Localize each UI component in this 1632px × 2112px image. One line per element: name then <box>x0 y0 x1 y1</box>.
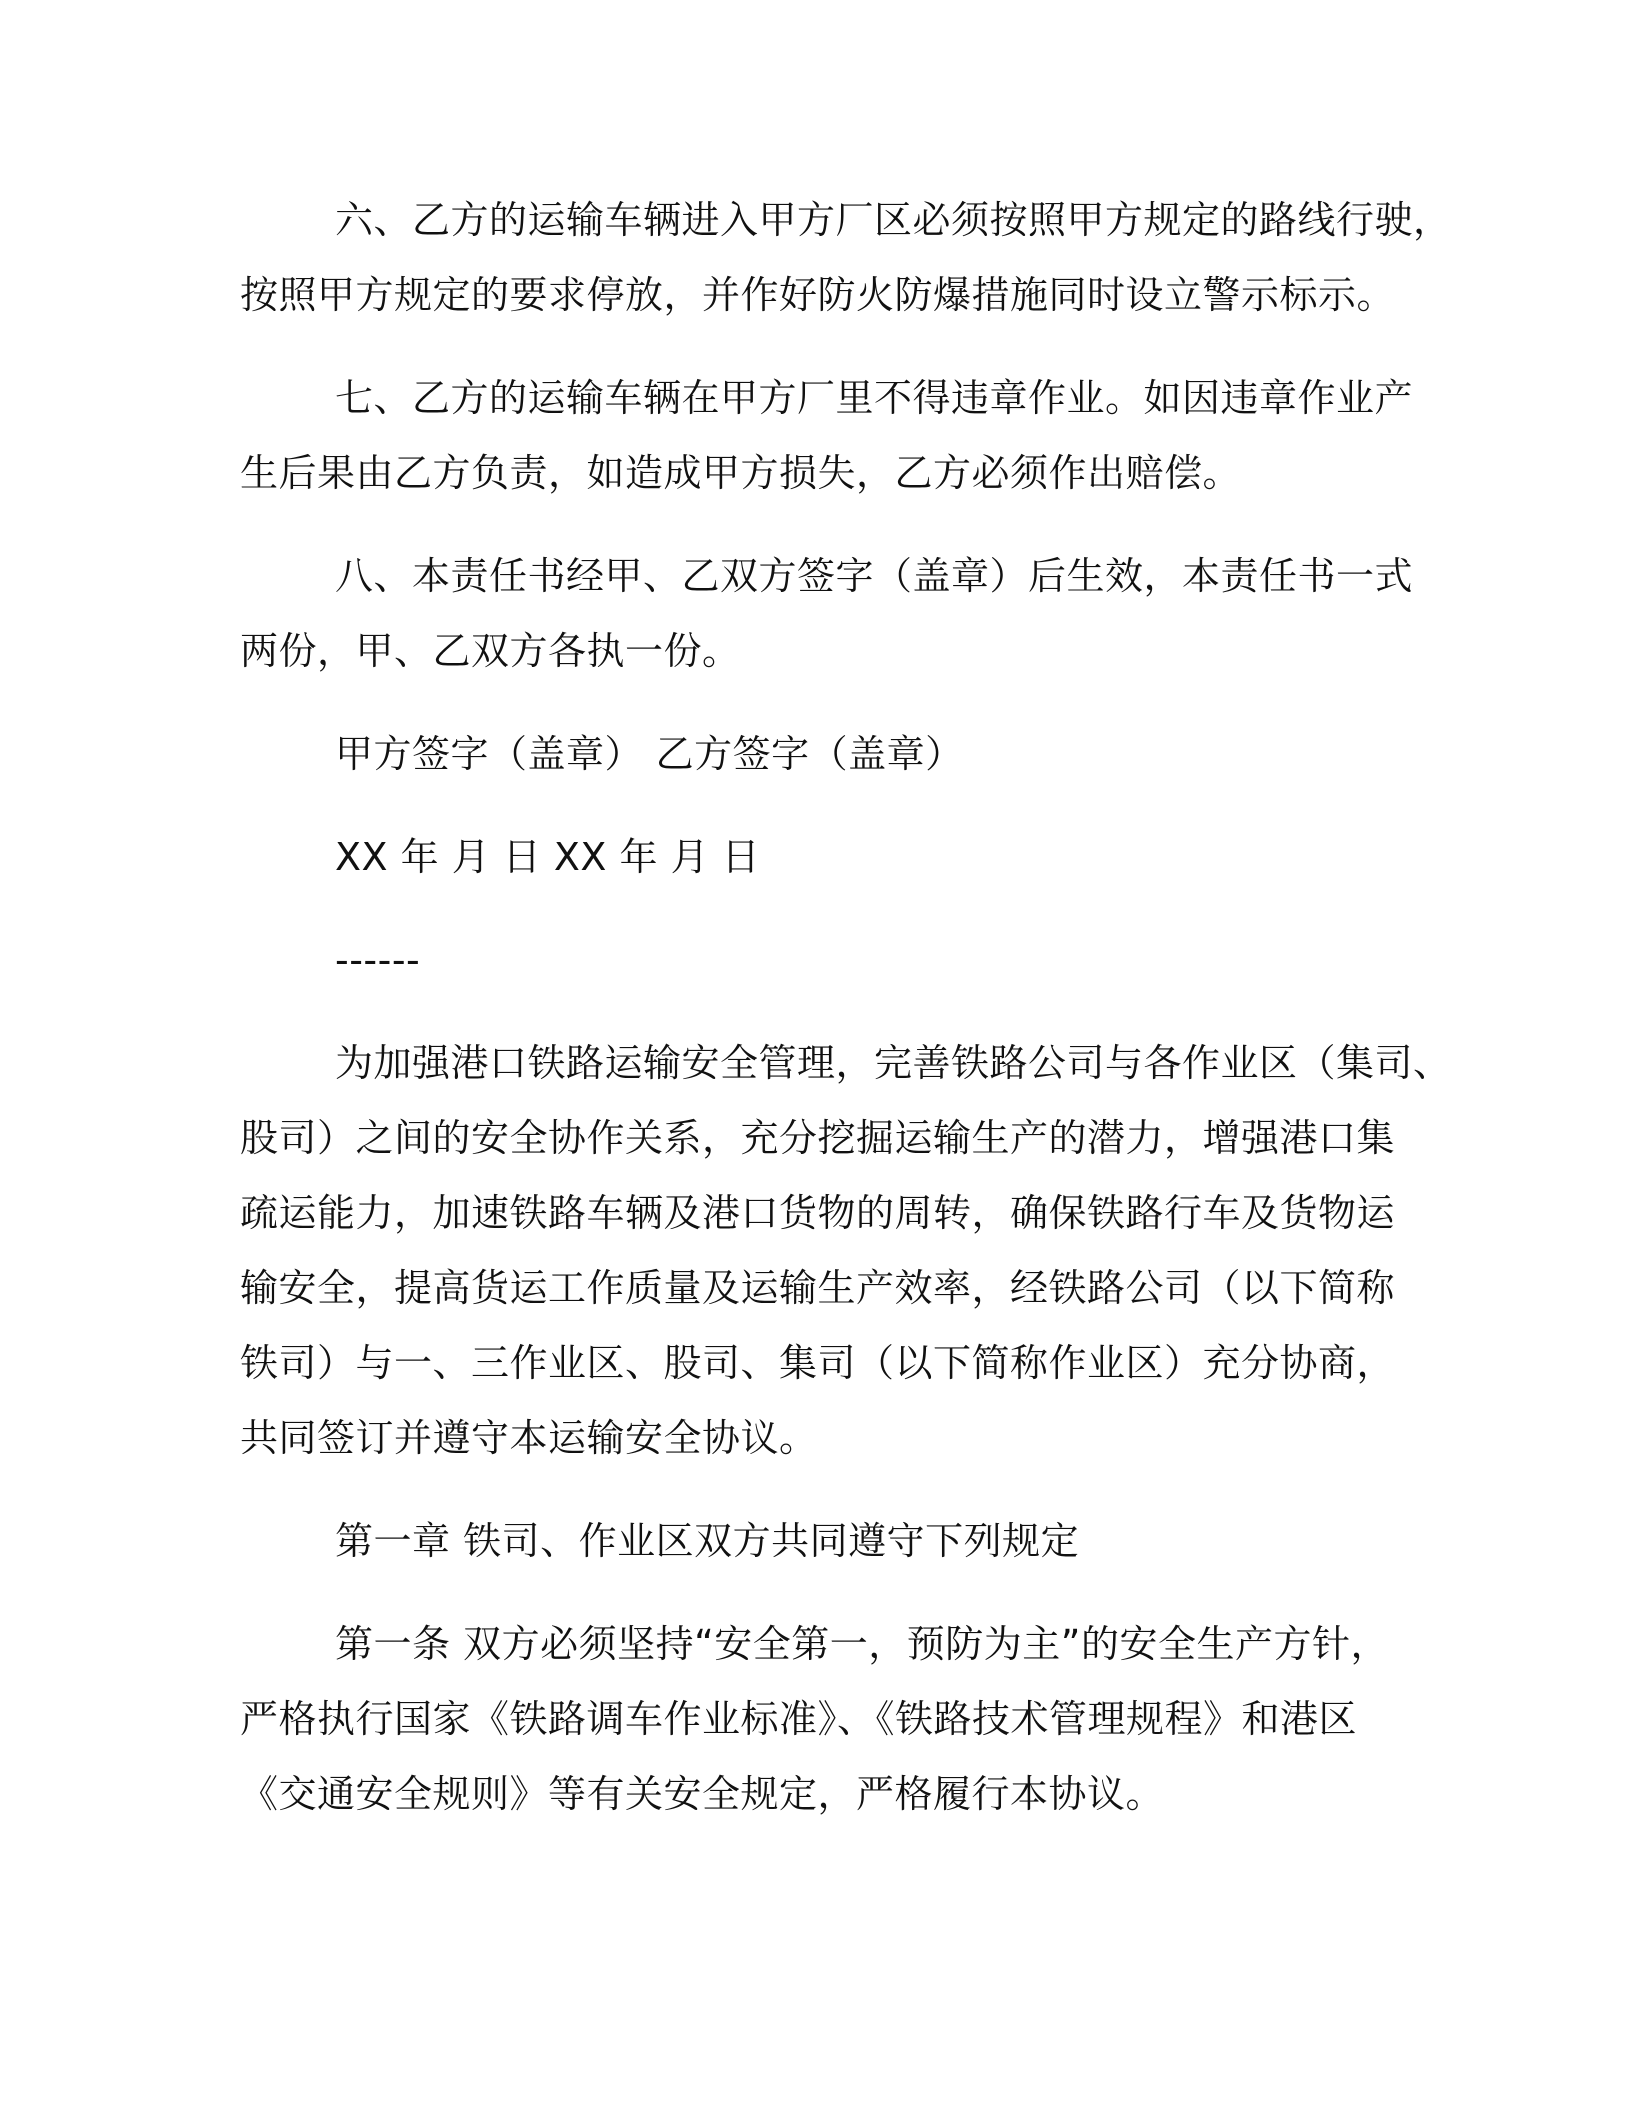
agreement-intro-line-4: 输安全，提高货运工作质量及运输生产效率，经铁路公司（以下简称 <box>240 1266 1396 1310</box>
clause-seven-line-1: 七、乙方的运输车辆在甲方厂里不得违章作业。如因违章作业产 <box>335 376 1414 420</box>
agreement-intro-line-1: 为加强港口铁路运输安全管理，完善铁路公司与各作业区（集司、 <box>335 1041 1452 1085</box>
article-one-line-1: 第一条 双方必须坚持“安全第一，预防为主”的安全生产方针， <box>335 1622 1389 1666</box>
date-line: XX 年 月 日 XX 年 月 日 <box>335 835 761 879</box>
agreement-intro-line-5: 铁司）与一、三作业区、股司、集司（以下简称作业区）充分协商， <box>240 1341 1396 1385</box>
section-separator: ------ <box>335 938 421 982</box>
clause-eight-line-1: 八、本责任书经甲、乙双方签字（盖章）后生效，本责任书一式 <box>335 554 1414 598</box>
article-one-line-3: 《交通安全规则》等有关安全规定，严格履行本协议。 <box>240 1772 1165 1816</box>
agreement-intro-line-2: 股司）之间的安全协作关系，充分挖掘运输生产的潜力，增强港口集 <box>240 1116 1396 1160</box>
clause-seven-line-2: 生后果由乙方负责，如造成甲方损失，乙方必须作出赔偿。 <box>240 451 1242 495</box>
chapter-one-heading: 第一章 铁司、作业区双方共同遵守下列规定 <box>335 1519 1080 1563</box>
clause-eight-line-2: 两份，甲、乙双方各执一份。 <box>240 629 741 673</box>
signature-line: 甲方签字（盖章） 乙方签字（盖章） <box>335 732 964 776</box>
article-one-line-2: 严格执行国家《铁路调车作业标准》、《铁路技术管理规程》和港区 <box>240 1697 1358 1741</box>
clause-six-line-2: 按照甲方规定的要求停放，并作好防火防爆措施同时设立警示标示。 <box>240 273 1396 317</box>
clause-six-line-1: 六、乙方的运输车辆进入甲方厂区必须按照甲方规定的路线行驶， <box>335 198 1452 242</box>
agreement-intro-line-6: 共同签订并遵守本运输安全协议。 <box>240 1416 818 1460</box>
agreement-intro-line-3: 疏运能力，加速铁路车辆及港口货物的周转，确保铁路行车及货物运 <box>240 1191 1396 1235</box>
